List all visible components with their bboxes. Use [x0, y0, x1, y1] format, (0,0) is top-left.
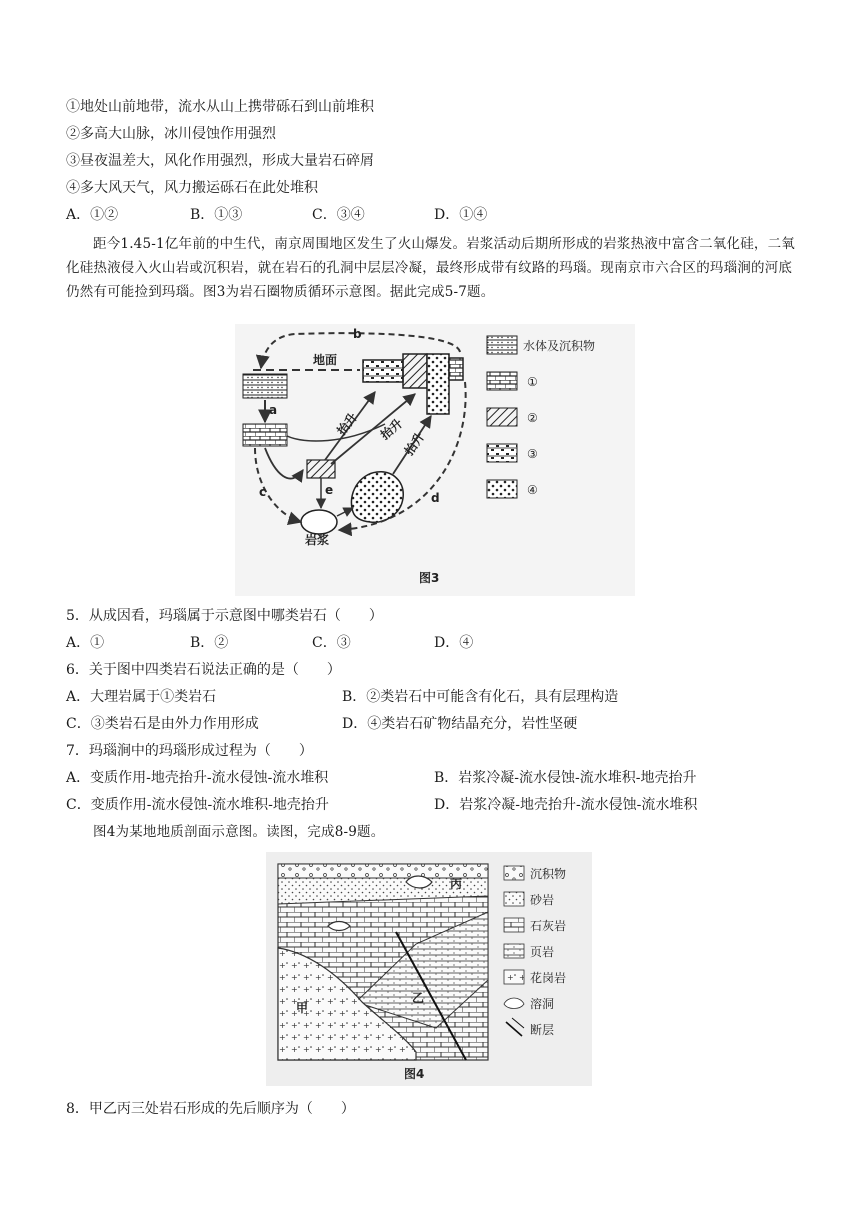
region-label-yi: 乙: [412, 991, 425, 1005]
intrusive-rock-4: [351, 472, 403, 522]
figure-3-caption: 图3: [419, 571, 440, 585]
legend-label-water: 水体及沉积物: [523, 339, 596, 353]
legend-label-2: ②: [527, 411, 538, 425]
legend-swatch-3: [487, 444, 517, 462]
legend-swatch-granite: [504, 970, 524, 984]
passage-agate: 距今1.45-1亿年前的中生代，南京周围地区发生了火山爆发。岩浆活动后期所形成的岩浆热液中富含二氧化硅，二氧化硅热液侵入火山岩或沉积岩，就在岩石的孔洞中层层冷凝，最终形成带有纹路的玛瑙。现南京市六合区的玛瑙涧的河底仍然有可能捡到玛瑙。图3为岩石圈物质循环示意图。据此完成5-7题。: [66, 236, 796, 300]
q5-option-d: D．④: [434, 635, 474, 651]
q7-stem: 7．玛瑙涧中的玛瑙形成过程为（ ）: [66, 743, 313, 759]
q4-answer-b: B．①③: [190, 207, 243, 223]
q4-option-4: ④多大风天气，风力搬运砾石在此处堆积: [66, 180, 318, 196]
legend-swatch-fault-2: [512, 1018, 524, 1028]
sediment-layers: [243, 374, 287, 398]
q6-option-c: C．③类岩石是由外力作用形成: [66, 716, 259, 732]
magma-blob: [301, 510, 337, 534]
q7-option-a: A．变质作用-地壳抬升-流水侵蚀-流水堆积: [66, 770, 329, 786]
legend-swatch-1: [487, 372, 517, 390]
q6-stem: 6．关于图中四类岩石说法正确的是（ ）: [66, 662, 341, 678]
legend-limestone: 石灰岩: [530, 919, 567, 933]
region-label-bing: 丙: [450, 877, 463, 891]
region-label-jia: 甲: [296, 1001, 309, 1015]
q7-option-c: C．变质作用-流水侵蚀-流水堆积-地壳抬升: [66, 797, 329, 813]
ground-label: 地面: [313, 353, 338, 367]
middle-rock-2: [307, 460, 335, 478]
legend-shale: 页岩: [530, 945, 555, 959]
arrow-to-middle: [265, 448, 303, 479]
cave-shape-small: [328, 922, 350, 931]
legend-sandstone: 砂岩: [530, 893, 555, 907]
surface-rock-2: [403, 354, 427, 388]
arrow-label-e: e: [325, 483, 334, 497]
q4-option-2: ②多高大山脉，冰川侵蚀作用强烈: [66, 126, 276, 142]
uplift-label-3: 抬升: [401, 430, 428, 458]
legend-sediment: 沉积物: [530, 867, 567, 881]
q6-option-d: D．④类岩石矿物结晶充分，岩性坚硬: [342, 716, 578, 732]
q7-option-d: D．岩浆冷凝-地壳抬升-流水侵蚀-流水堆积: [434, 797, 698, 813]
legend-swatch-4: [487, 480, 517, 498]
q4-option-3: ③昼夜温差大，风化作用强烈，形成大量岩石碎屑: [66, 153, 374, 169]
arrow-label-b: b: [353, 327, 362, 341]
q4-answer-d: D．①④: [434, 207, 488, 223]
q4-option-1: ①地处山前地带，流水从山上携带砾石到山前堆积: [66, 99, 374, 115]
q5-stem: 5．从成因看，玛瑙属于示意图中哪类岩石（ ）: [66, 608, 383, 624]
surface-rock-1: [449, 358, 463, 380]
sediment-layer: [278, 864, 488, 878]
legend-label-1: ①: [527, 375, 538, 389]
legend-label-3: ③: [527, 447, 538, 461]
figure-4-cross-section: [266, 852, 592, 1086]
arrow-magma-intrusive: [337, 508, 353, 516]
legend-swatch-limestone: [504, 918, 524, 932]
legend-cave: 溶洞: [530, 997, 555, 1011]
q5-option-c: C．③: [312, 635, 351, 651]
legend-swatch-shale: [504, 944, 524, 958]
legend-swatch-cave: [504, 998, 524, 1009]
figure-4-caption: 图4: [404, 1067, 425, 1081]
legend-label-4: ④: [527, 483, 538, 497]
rock-type-1-left: [243, 424, 287, 446]
legend-swatch-2: [487, 408, 517, 426]
arrow-label-c: c: [259, 485, 267, 499]
legend-swatch-sandstone: [504, 892, 524, 906]
q4-answer-a: A．①②: [66, 207, 119, 223]
surface-rock-4: [427, 354, 449, 414]
figure-3-rock-cycle: [235, 324, 635, 596]
arrow-label-d: d: [431, 491, 440, 505]
q4-answer-c: C．③④: [312, 207, 365, 223]
arrow-label-a: a: [269, 403, 278, 417]
q8-stem: 8．甲乙丙三处岩石形成的先后顺序为（ ）: [66, 1101, 355, 1117]
surface-rock-3: [363, 360, 403, 382]
legend-granite: 花岗岩: [530, 971, 567, 985]
legend-fault: 断层: [530, 1023, 555, 1037]
uplift-label-2: 抬升: [377, 416, 406, 443]
q7-option-b: B．岩浆冷凝-流水侵蚀-流水堆积-地壳抬升: [434, 770, 697, 786]
q6-option-b: B．②类岩石中可能含有化石，具有层理构造: [342, 689, 619, 705]
legend-swatch-water: [487, 336, 517, 354]
q5-option-a: A．①: [66, 635, 105, 651]
q6-option-a: A．大理岩属于①类岩石: [66, 689, 217, 705]
magma-label: 岩浆: [305, 533, 330, 547]
legend-swatch-sediment: [504, 866, 524, 880]
passage-figure-4: 图4为某地地质剖面示意图。读图，完成8-9题。: [93, 824, 385, 840]
q5-option-b: B．②: [190, 635, 229, 651]
uplift-label-1: 抬升: [334, 410, 361, 438]
